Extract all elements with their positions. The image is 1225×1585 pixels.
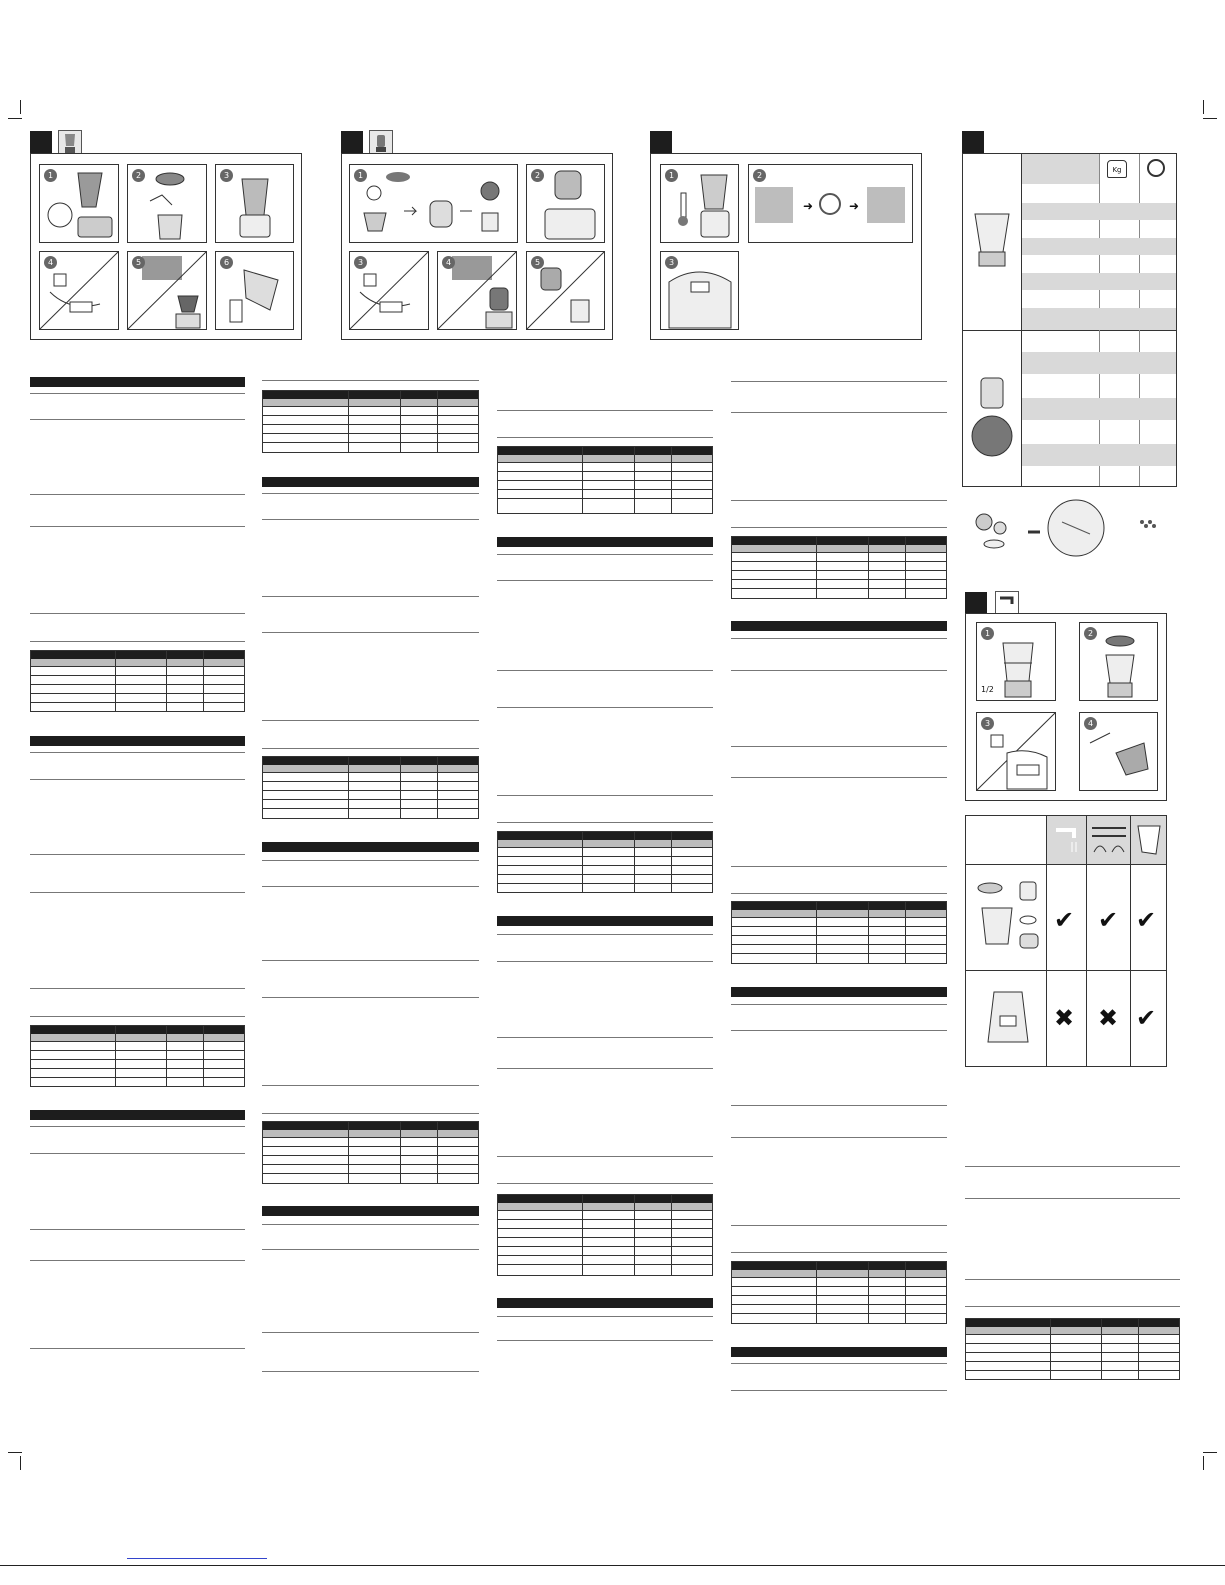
table-row: [1022, 398, 1176, 420]
text-rule: [731, 1390, 947, 1391]
table-divider: [1130, 816, 1131, 1066]
text-rule: [30, 641, 245, 642]
blender-step-2: [127, 164, 207, 243]
text-rule: [497, 437, 713, 438]
table-column-divider: [582, 832, 583, 892]
blender-step-3: [215, 164, 294, 243]
table-column-divider: [582, 447, 583, 513]
blender-step-4: [39, 251, 119, 330]
check-icon: ✔: [1054, 906, 1075, 934]
step-number: 1: [354, 169, 367, 182]
text-rule: [30, 1348, 245, 1349]
spec-table: [30, 650, 245, 712]
crop-mark: [1203, 100, 1204, 114]
spec-table: [497, 831, 713, 893]
step-number: 3: [354, 256, 367, 269]
step-number: 1: [665, 169, 678, 182]
check-icon: ✔: [1098, 906, 1119, 934]
text-rule: [965, 1279, 1180, 1280]
text-rule: [30, 613, 245, 614]
text-rule: [731, 1137, 947, 1138]
text-rule: [497, 670, 713, 671]
table-divider: [966, 970, 1166, 971]
table-row: [1022, 308, 1176, 330]
timer-icon: [1147, 159, 1165, 177]
crop-mark: [20, 1456, 21, 1470]
unplug-image: [755, 187, 793, 223]
step-number: 5: [132, 256, 145, 269]
text-rule: [731, 777, 947, 778]
table-column-divider: [868, 537, 869, 598]
spec-table: [731, 536, 947, 599]
step-number: 3: [981, 717, 994, 730]
text-rule: [262, 997, 479, 998]
table-column-divider: [166, 1026, 167, 1086]
table-column-divider: [115, 1026, 116, 1086]
footer-link[interactable]: [127, 1558, 267, 1559]
section-heading-bar: [497, 916, 713, 926]
table-column-divider: [437, 757, 438, 818]
section-badge-overheat: [650, 131, 672, 153]
faucet-icon: [1052, 822, 1082, 858]
table-row: [1022, 352, 1176, 374]
table-row: [1022, 444, 1176, 466]
food-header-cell: [1021, 154, 1099, 184]
table-divider: [1046, 816, 1047, 1066]
step-number: 2: [132, 169, 145, 182]
arrow-right-icon: ➜: [803, 199, 814, 213]
footer-rule: [0, 1565, 1225, 1566]
spec-table: [262, 390, 479, 453]
crop-mark: [1203, 118, 1217, 119]
spec-table: [262, 756, 479, 819]
spec-table: [497, 1194, 713, 1276]
step-number: 3: [220, 169, 233, 182]
table-column-divider: [816, 1262, 817, 1323]
mill-step-4: [437, 251, 517, 330]
text-rule: [965, 1198, 1180, 1199]
blender-step-5: [127, 251, 207, 330]
table-column-divider: [634, 832, 635, 892]
table-column-divider: [582, 1195, 583, 1275]
text-rule: [497, 795, 713, 796]
spec-table: [30, 1025, 245, 1087]
text-rule: [731, 866, 947, 867]
detachable-parts-image: [972, 878, 1042, 962]
table-column-divider: [1138, 1319, 1139, 1379]
text-rule: [497, 554, 713, 555]
crop-mark: [8, 118, 22, 119]
text-rule: [497, 822, 713, 823]
text-rule: [965, 1166, 1180, 1167]
mill-image: [969, 374, 1015, 464]
mill-step-3: [349, 251, 429, 330]
text-rule: [30, 526, 245, 527]
table-row: [1022, 203, 1176, 220]
table-column-divider: [400, 391, 401, 452]
section-heading-bar: [30, 377, 245, 387]
section-heading-bar: [30, 1110, 245, 1120]
text-rule: [497, 410, 713, 411]
text-rule: [262, 886, 479, 887]
text-rule: [30, 1126, 245, 1127]
text-rule: [731, 527, 947, 528]
text-rule: [262, 1249, 479, 1250]
check-icon: ✔: [1136, 1004, 1157, 1032]
section-heading-bar: [731, 621, 947, 631]
text-rule: [497, 707, 713, 708]
faucet-icon: [995, 591, 1019, 615]
spec-table: [497, 446, 713, 514]
section-badge-blender: [30, 131, 52, 153]
text-rule: [30, 779, 245, 780]
text-rule: [30, 752, 245, 753]
text-rule: [497, 961, 713, 962]
table-column-divider: [905, 537, 906, 598]
food-chopping-illustration: [970, 498, 1170, 562]
table-column-divider: [400, 1122, 401, 1183]
food-table: [962, 153, 1177, 487]
step-number: 4: [1084, 717, 1097, 730]
half-fill-label: 1/2: [981, 685, 994, 694]
text-rule: [262, 1332, 479, 1333]
text-rule: [30, 1153, 245, 1154]
step-number: 4: [44, 256, 57, 269]
table-divider: [966, 864, 1166, 865]
table-column-divider: [203, 651, 204, 711]
cloth-icon: [1134, 822, 1164, 858]
crop-mark: [20, 100, 21, 114]
text-rule: [731, 1030, 947, 1031]
text-rule: [497, 1340, 713, 1341]
text-rule: [262, 860, 479, 861]
table-column-divider: [1101, 1319, 1102, 1379]
table-column-divider: [348, 1122, 349, 1183]
motor-unit-image: [980, 986, 1036, 1046]
alarm-clock-icon: [819, 193, 841, 215]
text-rule: [262, 1085, 479, 1086]
text-rule: [497, 1183, 713, 1184]
text-rule: [30, 988, 245, 989]
cleaning-step-1: [976, 622, 1056, 701]
step-number: 2: [1084, 627, 1097, 640]
section-heading-bar: [497, 537, 713, 547]
text-rule: [30, 1260, 245, 1261]
text-rule: [731, 638, 947, 639]
text-rule: [262, 960, 479, 961]
table-column-divider: [816, 902, 817, 963]
step-number: 6: [220, 256, 233, 269]
text-rule: [262, 519, 479, 520]
step-number: 1: [44, 169, 57, 182]
table-column-divider: [671, 1195, 672, 1275]
text-rule: [731, 893, 947, 894]
blender-step-6: [215, 251, 294, 330]
step-number: 2: [753, 169, 766, 182]
mill-step-2: [526, 164, 605, 243]
blender-jar-icon: [58, 130, 82, 155]
mill-cup-icon: [369, 130, 393, 155]
overheat-step-1: [660, 164, 739, 243]
text-rule: [262, 720, 479, 721]
section-heading-bar: [731, 1347, 947, 1357]
overheat-step-3: [660, 251, 739, 330]
step-number: 4: [442, 256, 455, 269]
section-heading-bar: [30, 736, 245, 746]
text-rule: [262, 380, 479, 381]
plug-in-image: [867, 187, 905, 223]
text-rule: [30, 1016, 245, 1017]
text-rule: [497, 1316, 713, 1317]
table-divider: [1086, 816, 1087, 1066]
blender-step-1: [39, 164, 119, 243]
table-column-divider: [671, 832, 672, 892]
spec-table: [731, 1261, 947, 1324]
text-rule: [30, 419, 245, 420]
text-rule: [262, 1371, 479, 1372]
cleaning-method-table: [965, 815, 1167, 1067]
spec-table: [262, 1121, 479, 1184]
text-rule: [262, 1113, 479, 1114]
step-number: 5: [531, 256, 544, 269]
step-number: 1: [981, 627, 994, 640]
text-rule: [497, 934, 713, 935]
table-divider: [963, 330, 1176, 331]
text-rule: [731, 1363, 947, 1364]
cleaning-step-3: [976, 712, 1056, 791]
text-rule: [731, 746, 947, 747]
table-column-divider: [437, 391, 438, 452]
table-row: [1022, 238, 1176, 255]
text-rule: [731, 500, 947, 501]
table-column-divider: [437, 1122, 438, 1183]
table-column-divider: [203, 1026, 204, 1086]
table-column-divider: [348, 391, 349, 452]
text-rule: [262, 632, 479, 633]
arrow-right-icon: ➜: [849, 199, 860, 213]
text-rule: [731, 1225, 947, 1226]
text-rule: [731, 412, 947, 413]
crop-mark: [1203, 1452, 1217, 1453]
check-icon: ✔: [1136, 906, 1157, 934]
text-rule: [731, 381, 947, 382]
section-badge-cleaning: [965, 592, 987, 614]
table-row: [1022, 273, 1176, 290]
table-column-divider: [348, 757, 349, 818]
cleaning-step-2: [1079, 622, 1158, 701]
table-column-divider: [671, 447, 672, 513]
section-heading-bar: [262, 477, 479, 487]
text-rule: [965, 1306, 1180, 1307]
text-rule: [262, 1224, 479, 1225]
text-rule: [30, 892, 245, 893]
table-column-divider: [868, 902, 869, 963]
text-rule: [262, 748, 479, 749]
section-heading-bar: [262, 1206, 479, 1216]
crop-mark: [8, 1452, 22, 1453]
spec-table: [965, 1318, 1180, 1380]
mill-step-5: [526, 251, 605, 330]
table-column-divider: [400, 757, 401, 818]
text-rule: [497, 580, 713, 581]
step-number: 2: [531, 169, 544, 182]
table-column-divider: [868, 1262, 869, 1323]
cross-icon: ✖: [1098, 1004, 1119, 1032]
text-rule: [30, 393, 245, 394]
mill-step-1: [349, 164, 518, 243]
table-column-divider: [166, 651, 167, 711]
section-heading-bar: [731, 987, 947, 997]
table-column-divider: [634, 1195, 635, 1275]
section-heading-bar: [497, 1298, 713, 1308]
text-rule: [731, 1105, 947, 1106]
text-rule: [731, 1004, 947, 1005]
table-column-divider: [634, 447, 635, 513]
section-badge-mill: [341, 131, 363, 153]
table-column-divider: [1050, 1319, 1051, 1379]
text-rule: [262, 493, 479, 494]
text-rule: [30, 1229, 245, 1230]
dishwasher-icon: [1090, 822, 1128, 858]
text-rule: [731, 670, 947, 671]
text-rule: [497, 1037, 713, 1038]
text-rule: [731, 1252, 947, 1253]
text-rule: [30, 494, 245, 495]
text-rule: [497, 1156, 713, 1157]
overheat-step-2: [748, 164, 913, 243]
table-column-divider: [905, 902, 906, 963]
text-rule: [262, 596, 479, 597]
section-heading-bar: [262, 842, 479, 852]
blender-jar-image: [969, 210, 1015, 270]
step-number: 3: [665, 256, 678, 269]
crop-mark: [1203, 1456, 1204, 1470]
cross-icon: ✖: [1054, 1004, 1075, 1032]
spec-table: [731, 901, 947, 964]
text-rule: [497, 1068, 713, 1069]
section-badge-quantities: [962, 131, 984, 153]
weight-kg-icon: Kg: [1107, 160, 1127, 178]
cleaning-step-4: [1079, 712, 1158, 791]
table-column-divider: [816, 537, 817, 598]
table-column-divider: [115, 651, 116, 711]
text-rule: [30, 854, 245, 855]
table-column-divider: [905, 1262, 906, 1323]
